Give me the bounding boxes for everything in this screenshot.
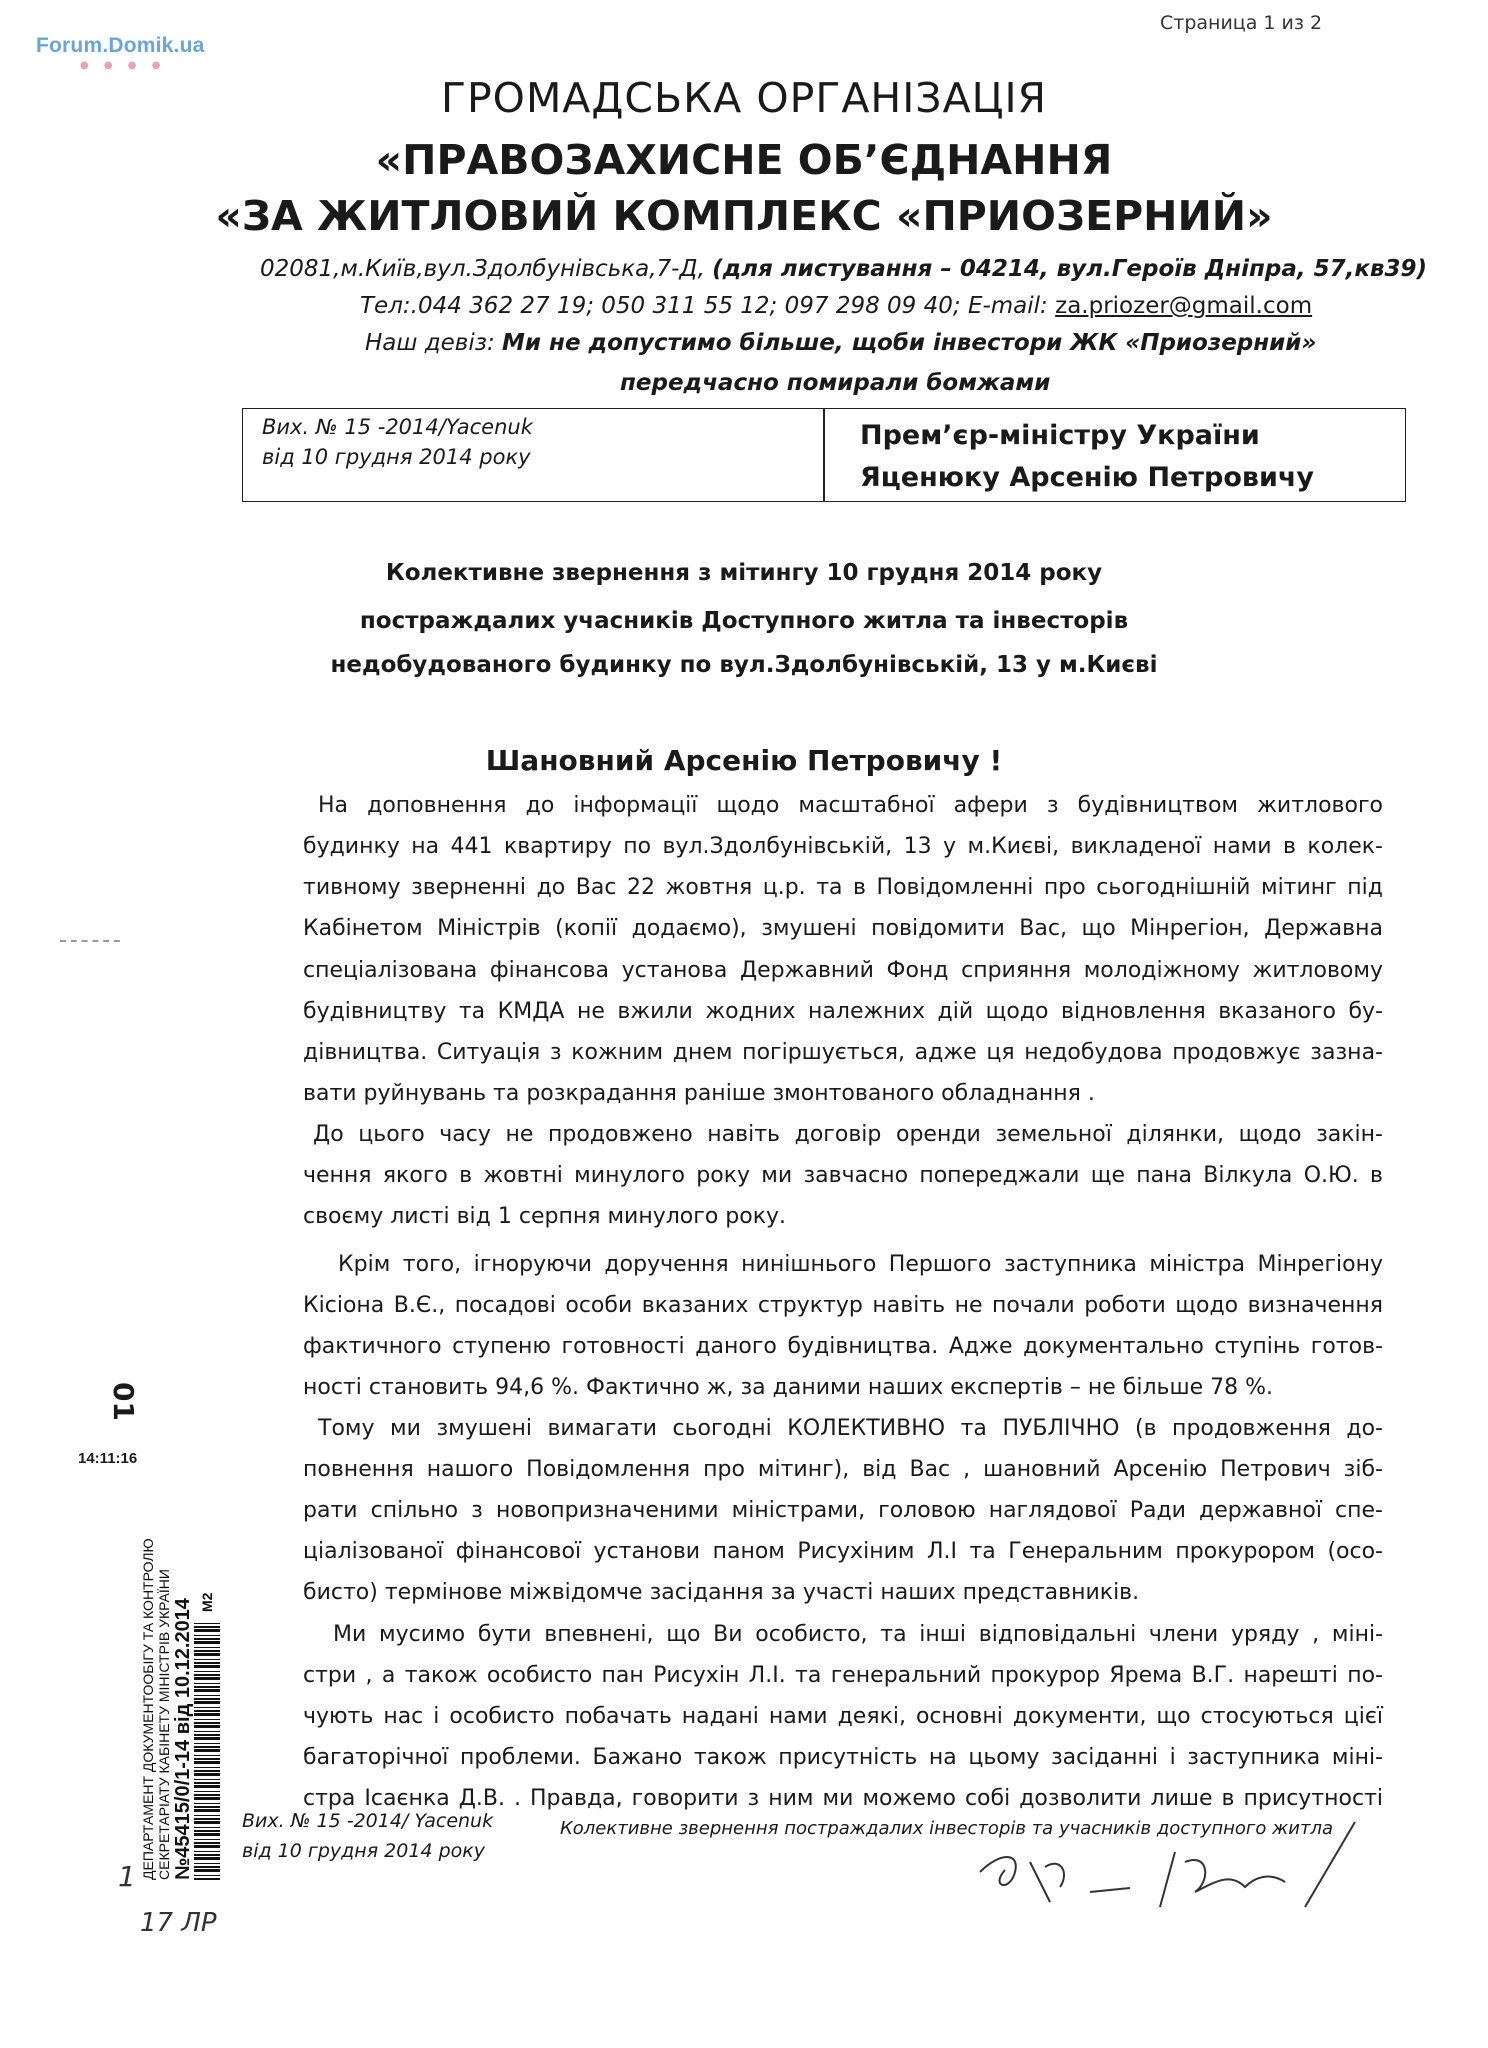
stamp-m2: M2 bbox=[199, 1592, 215, 1612]
body-line: бисто) термінове міжвідомче засідання за участі наших представників. bbox=[303, 1580, 1140, 1605]
body-line: чення якого в жовтні минулого року ми завчасно попереджали ще пана Вілкула О.Ю. в bbox=[303, 1163, 1383, 1188]
body-line: вати руйнувань та розкрадання раніше змонтованого обладнання . bbox=[303, 1081, 1095, 1106]
signature bbox=[960, 1812, 1380, 1922]
footer-date: від 10 грудня 2014 року bbox=[242, 1840, 485, 1862]
handwritten-note: 17 ЛР bbox=[140, 1908, 217, 1938]
stamp-department: ДЕПАРТАМЕНТ ДОКУМЕНТООБІГУ ТА КОНТРОЛЮ bbox=[140, 1538, 156, 1880]
footer-outgoing-number: Вих. № 15 -2014/ Yacenuk bbox=[242, 1810, 494, 1832]
body-line: будівництву та КМДА не вжили жодних належних дій щодо відновлення вказаного бу- bbox=[303, 999, 1383, 1024]
body-line: дівництва. Ситуація з кожним днем погіршується, адже ця недобудова продовжує зазна- bbox=[303, 1040, 1383, 1065]
body-line: будинку на 441 квартиру по вул.Здолбунівській, 13 у м.Києві, викладеної нами в колек- bbox=[303, 834, 1383, 859]
org-name-line3: «ЗА ЖИТЛОВИЙ КОМПЛЕКС «ПРИОЗЕРНИЙ» bbox=[215, 192, 1273, 240]
body-line: багаторічної проблеми. Бажано також присутність на цьому засіданні і заступника міні- bbox=[303, 1745, 1383, 1770]
org-name-line1: ГРОМАДСЬКА ОРГАНІЗАЦІЯ bbox=[440, 74, 1048, 122]
stamp-registration: №45415/0/1-14 від 10.12.2014 bbox=[172, 1598, 194, 1880]
org-name-line2: «ПРАВОЗАХИСНЕ ОБ’ЄДНАННЯ bbox=[375, 136, 1113, 184]
mailing-address: (для листування – 04214, вул.Героїв Дніпра, 57,кв39) bbox=[712, 256, 1428, 282]
page-counter: Страница 1 из 2 bbox=[1160, 12, 1323, 34]
watermark-dots: ● ● ● ● bbox=[80, 60, 167, 71]
body-line: ціалізованої фінансової установи паном Рисухіним Л.І та Генеральним прокурором (осо- bbox=[303, 1539, 1383, 1564]
body-line: рати спільно з новопризначеними міністрами, головою наглядової Ради державної спе- bbox=[303, 1498, 1383, 1523]
body-line: фактичного ступеню готовності даного будівництва. Адже документально ступінь готов- bbox=[303, 1334, 1383, 1359]
motto-text-2: передчасно помирали бомжами bbox=[620, 370, 1051, 396]
body-line: повнення нашого Повідомлення про мітинг), від Вас , шановний Арсенію Петрович зіб- bbox=[303, 1457, 1383, 1482]
phones: Тел:.044 362 27 19; 050 311 55 12; 097 298 09 40; E-mail: bbox=[360, 293, 1048, 319]
barcode bbox=[194, 1620, 220, 1880]
salutation: Шановний Арсенію Петровичу ! bbox=[485, 744, 1003, 777]
margin-mark bbox=[60, 940, 120, 944]
subject-line1: Колективне звернення з мітингу 10 грудня 2014 року bbox=[385, 560, 1103, 586]
motto bbox=[365, 330, 1316, 356]
stamp-secretariat: СЕКРЕТАРІАТУ КАБІНЕТУ МІНІСТРІВ УКРАЇНИ bbox=[156, 1569, 172, 1880]
org-contacts bbox=[360, 293, 1312, 319]
motto-text-1: Ми не допустимо більше, щоби інвестори ЖК «Приозерний» bbox=[502, 330, 1317, 356]
address-text: 02081,м.Київ,вул.Здолбунівська,7-Д, bbox=[260, 256, 705, 282]
body-line: своєму листі від 1 серпня минулого року. bbox=[303, 1204, 787, 1229]
stamp-number: 01 bbox=[106, 1382, 140, 1421]
addressee-name: Яценюку Арсенію Петровичу bbox=[860, 462, 1315, 493]
outgoing-number: Вих. № 15 -2014/Yacenuk bbox=[262, 415, 533, 439]
addressee-title: Прем’єр-міністру України bbox=[860, 420, 1260, 451]
body-line: Ми мусимо бути впевнені, що Ви особисто, та інші відповідальні члени уряду , міні- bbox=[333, 1622, 1383, 1647]
stamp-time: 14:11:16 bbox=[78, 1450, 138, 1467]
body-line: спеціалізована фінансова установа Державний Фонд сприяння молодіжному житловому bbox=[303, 958, 1383, 983]
body-line: До цього часу не продовжено навіть договір оренди земельної ділянки, щодо закін- bbox=[313, 1122, 1383, 1147]
org-address bbox=[260, 256, 1427, 282]
body-line: Кабінетом Міністрів (копії додаємо), змушені повідомити Вас, що Мінрегіон, Державна bbox=[303, 916, 1383, 941]
body-line: На доповнення до інформації щодо масштабної афери з будівництвом житлового bbox=[318, 793, 1383, 818]
watermark-logo: Forum.Domik.ua bbox=[36, 34, 205, 57]
footer-note: Колективне звернення постраждалих інвесторів та учасників доступного житла bbox=[560, 1818, 1333, 1839]
motto-label: Наш девіз: bbox=[365, 330, 495, 356]
body-line: чують нас і особисто побачать надані нами деякі, основні документи, що стосуються цієї bbox=[303, 1704, 1383, 1729]
subject-line3: недобудованого будинку по вул.Здолбунівській, 13 у м.Києві bbox=[330, 652, 1158, 678]
handwritten-mark: 1 bbox=[118, 1860, 136, 1893]
outgoing-date: від 10 грудня 2014 року bbox=[262, 445, 531, 469]
body-line: ності становить 94,6 %. Фактично ж, за даними наших експертів – не більше 78 %. bbox=[303, 1375, 1274, 1400]
motto-continued bbox=[620, 370, 1050, 396]
body-line: Тому ми змушені вимагати сьогодні КОЛЕКТИВНО та ПУБЛІЧНО (в продовження до- bbox=[318, 1416, 1383, 1441]
body-line: тивному зверненні до Вас 22 жовтня ц.р. та в Повідомленні про сьогоднішній мітинг під bbox=[303, 875, 1383, 900]
email-link[interactable]: za.priozer@gmail.com bbox=[1055, 293, 1313, 319]
reference-table-divider bbox=[823, 408, 825, 502]
subject-line2: постраждалих учасників Доступного житла та інвесторів bbox=[359, 608, 1129, 634]
body-line: стри , а також особисто пан Рисухін Л.І. та генеральний прокурор Ярема В.Г. нарешті по- bbox=[303, 1663, 1383, 1688]
registration-stamp bbox=[140, 1460, 214, 1880]
body-line: Кісіона В.Є., посадові особи вказаних структур навіть не почали роботи щодо визначення bbox=[303, 1293, 1383, 1318]
body-line: Крім того, ігноруючи доручення нинішнього Першого заступника міністра Мінрегіону bbox=[338, 1252, 1383, 1277]
body-line: стра Ісаєнка Д.В. . Правда, говорити з ним ми можемо собі дозволити лише в присутності bbox=[303, 1786, 1383, 1811]
